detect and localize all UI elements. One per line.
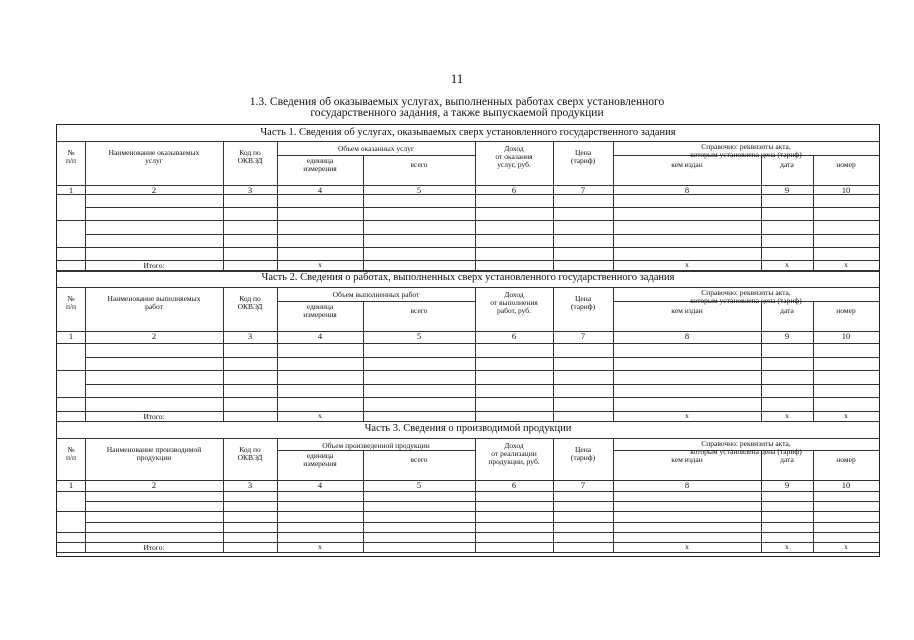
column-line xyxy=(761,155,762,271)
column-line xyxy=(363,155,364,271)
col-ref-header: которым установлена цена (тариф) xyxy=(690,296,802,305)
column-number: 5 xyxy=(416,331,422,341)
col-name-header: Наименование выполняемых xyxy=(107,294,201,303)
column-number: 9 xyxy=(784,185,790,195)
data-row-rule xyxy=(57,532,879,533)
section-title: Часть 2. Сведения о работах, выполненных сверх установленного государственного задания xyxy=(261,272,675,283)
x-mark: x xyxy=(318,411,322,420)
column-number: 2 xyxy=(151,331,157,341)
col-total-header: всего xyxy=(410,455,428,464)
x-mark: x xyxy=(685,542,689,551)
x-mark: x xyxy=(785,260,789,269)
col-name-header: продукции xyxy=(136,453,172,462)
col-price-header: Цена xyxy=(574,148,592,157)
column-number: 2 xyxy=(151,480,157,490)
col-issued-header: кем издан xyxy=(671,306,703,315)
col-total-header: всего xyxy=(410,306,428,315)
x-mark: x xyxy=(844,542,848,551)
column-number: 6 xyxy=(511,185,517,195)
col-name-header: Наименование оказываемых xyxy=(108,148,200,157)
col-volume-header: Объем выполненных работ xyxy=(332,290,420,299)
column-number: 1 xyxy=(68,480,74,490)
column-number: 9 xyxy=(784,480,790,490)
column-line xyxy=(813,450,814,552)
total-label: Итого: xyxy=(143,543,165,552)
column-number: 4 xyxy=(317,185,323,195)
section-title: Часть 1. Сведения об услугах, оказываемых сверх установленного государственного задания xyxy=(260,127,676,138)
x-mark: x xyxy=(318,542,322,551)
col-name-header: услуг xyxy=(145,156,163,165)
data-row-rule xyxy=(85,207,879,208)
col-date-header: дата xyxy=(780,306,794,315)
col-unit-header: единица xyxy=(306,451,334,460)
column-line xyxy=(761,301,762,421)
data-row-rule xyxy=(57,220,879,221)
data-top-rule xyxy=(57,491,879,492)
x-mark: x xyxy=(685,260,689,269)
col-unit-header: измерения xyxy=(303,459,337,468)
col-date-header: дата xyxy=(780,455,794,464)
col-docnum-header: номер xyxy=(836,160,856,169)
page-number: 11 xyxy=(450,71,464,86)
col-income-header: работ, руб. xyxy=(496,306,531,315)
column-number: 8 xyxy=(684,185,690,195)
column-number: 3 xyxy=(247,480,253,490)
data-top-rule xyxy=(57,194,879,195)
column-number: 4 xyxy=(317,331,323,341)
col-number-header: п/п xyxy=(65,302,77,311)
col-ref-header: которым установлена цена (тариф) xyxy=(690,447,802,456)
column-line xyxy=(363,301,364,421)
col-unit-header: измерения xyxy=(303,310,337,319)
col-issued-header: кем издан xyxy=(671,455,703,464)
data-row-rule xyxy=(85,501,879,502)
col-docnum-header: номер xyxy=(836,306,856,315)
col-number-header: п/п xyxy=(65,156,77,165)
col-unit-header: единица xyxy=(306,156,334,165)
x-mark: x xyxy=(785,542,789,551)
col-number-header: № xyxy=(67,148,75,157)
data-row-rule xyxy=(85,384,879,385)
column-number: 10 xyxy=(841,480,851,490)
col-income-header: Доход xyxy=(504,441,524,450)
col-issued-header: кем издан xyxy=(671,160,703,169)
column-number: 7 xyxy=(580,185,586,195)
document-title-line-1: 1.3. Сведения об оказываемых услугах, выполненных работах сверх установленного xyxy=(249,96,665,108)
data-row-rule xyxy=(57,511,879,512)
x-mark: x xyxy=(318,260,322,269)
section-bottom-rule xyxy=(57,552,879,553)
col-price-header: (тариф) xyxy=(570,453,596,462)
column-number: 3 xyxy=(247,331,253,341)
col-income-header: продукции, руб. xyxy=(488,457,540,466)
col-docnum-header: номер xyxy=(836,455,856,464)
col-date-header: дата xyxy=(780,160,794,169)
col-price-header: (тариф) xyxy=(570,156,596,165)
data-row-rule xyxy=(57,370,879,371)
col-number-header: п/п xyxy=(65,453,77,462)
column-number: 1 xyxy=(68,331,74,341)
col-price-header: (тариф) xyxy=(570,302,596,311)
data-row-rule xyxy=(85,234,879,235)
col-okved-header: Код по xyxy=(239,294,261,303)
section-top-rule xyxy=(57,270,879,271)
data-row-rule xyxy=(85,522,879,523)
column-number: 3 xyxy=(247,185,253,195)
col-income-header: от выполнения xyxy=(490,298,538,307)
col-income-header: Доход xyxy=(504,290,524,299)
document-title xyxy=(150,97,764,119)
column-number: 8 xyxy=(684,480,690,490)
column-number: 10 xyxy=(841,331,851,341)
col-price-header: Цена xyxy=(574,445,592,454)
x-mark: x xyxy=(685,411,689,420)
data-row-rule xyxy=(57,247,879,248)
column-line xyxy=(761,450,762,552)
col-ref-header: которым установлена цена (тариф) xyxy=(690,150,802,159)
column-number: 8 xyxy=(684,331,690,341)
document-title-line-2: государственного задания, а также выпускаемой продукции xyxy=(310,107,604,119)
col-ref-header: Справочно: реквизиты акта, xyxy=(701,439,791,448)
total-label: Итого: xyxy=(143,261,165,270)
col-income-header: Доход xyxy=(504,144,524,153)
col-unit-header: единица xyxy=(306,302,334,311)
column-number: 4 xyxy=(317,480,323,490)
col-number-header: № xyxy=(67,294,75,303)
column-number: 10 xyxy=(841,185,851,195)
col-total-header: всего xyxy=(410,160,428,169)
col-income-header: услуг, руб. xyxy=(497,160,531,169)
column-line xyxy=(363,450,364,552)
column-number: 5 xyxy=(416,185,422,195)
x-mark: x xyxy=(844,260,848,269)
column-number: 5 xyxy=(416,480,422,490)
column-line xyxy=(813,301,814,421)
col-ref-header: Справочно: реквизиты акта, xyxy=(701,142,791,151)
column-number: 6 xyxy=(511,480,517,490)
x-mark: x xyxy=(785,411,789,420)
report-form xyxy=(56,124,880,557)
total-label: Итого: xyxy=(143,412,165,421)
col-income-header: от реализации xyxy=(491,449,537,458)
column-number: 6 xyxy=(511,331,517,341)
column-number: 7 xyxy=(580,480,586,490)
col-ref-header: Справочно: реквизиты акта, xyxy=(701,288,791,297)
column-number: 7 xyxy=(580,331,586,341)
col-okved-header: Код по xyxy=(239,148,261,157)
section-top-rule xyxy=(57,421,879,422)
col-unit-header: измерения xyxy=(303,164,337,173)
column-number: 9 xyxy=(784,331,790,341)
col-okved-header: ОКВЭД xyxy=(237,453,263,462)
col-price-header: Цена xyxy=(574,294,592,303)
column-number: 2 xyxy=(151,185,157,195)
col-okved-header: Код по xyxy=(239,445,261,454)
col-number-header: № xyxy=(67,445,75,454)
column-line xyxy=(813,155,814,271)
column-number: 1 xyxy=(68,185,74,195)
col-volume-header: Объем оказанных услуг xyxy=(337,144,415,153)
data-row-rule xyxy=(57,397,879,398)
col-name-header: работ xyxy=(145,302,163,311)
col-income-header: от оказания xyxy=(495,152,533,161)
data-top-rule xyxy=(57,343,879,344)
col-name-header: Наименование производимой xyxy=(106,445,202,454)
col-okved-header: ОКВЭД xyxy=(237,156,263,165)
data-row-rule xyxy=(85,357,879,358)
x-mark: x xyxy=(844,411,848,420)
col-volume-header: Объем произведенной продукции xyxy=(322,441,430,450)
col-okved-header: ОКВЭД xyxy=(237,302,263,311)
section-title: Часть 3. Сведения о производимой продукции xyxy=(364,423,572,434)
